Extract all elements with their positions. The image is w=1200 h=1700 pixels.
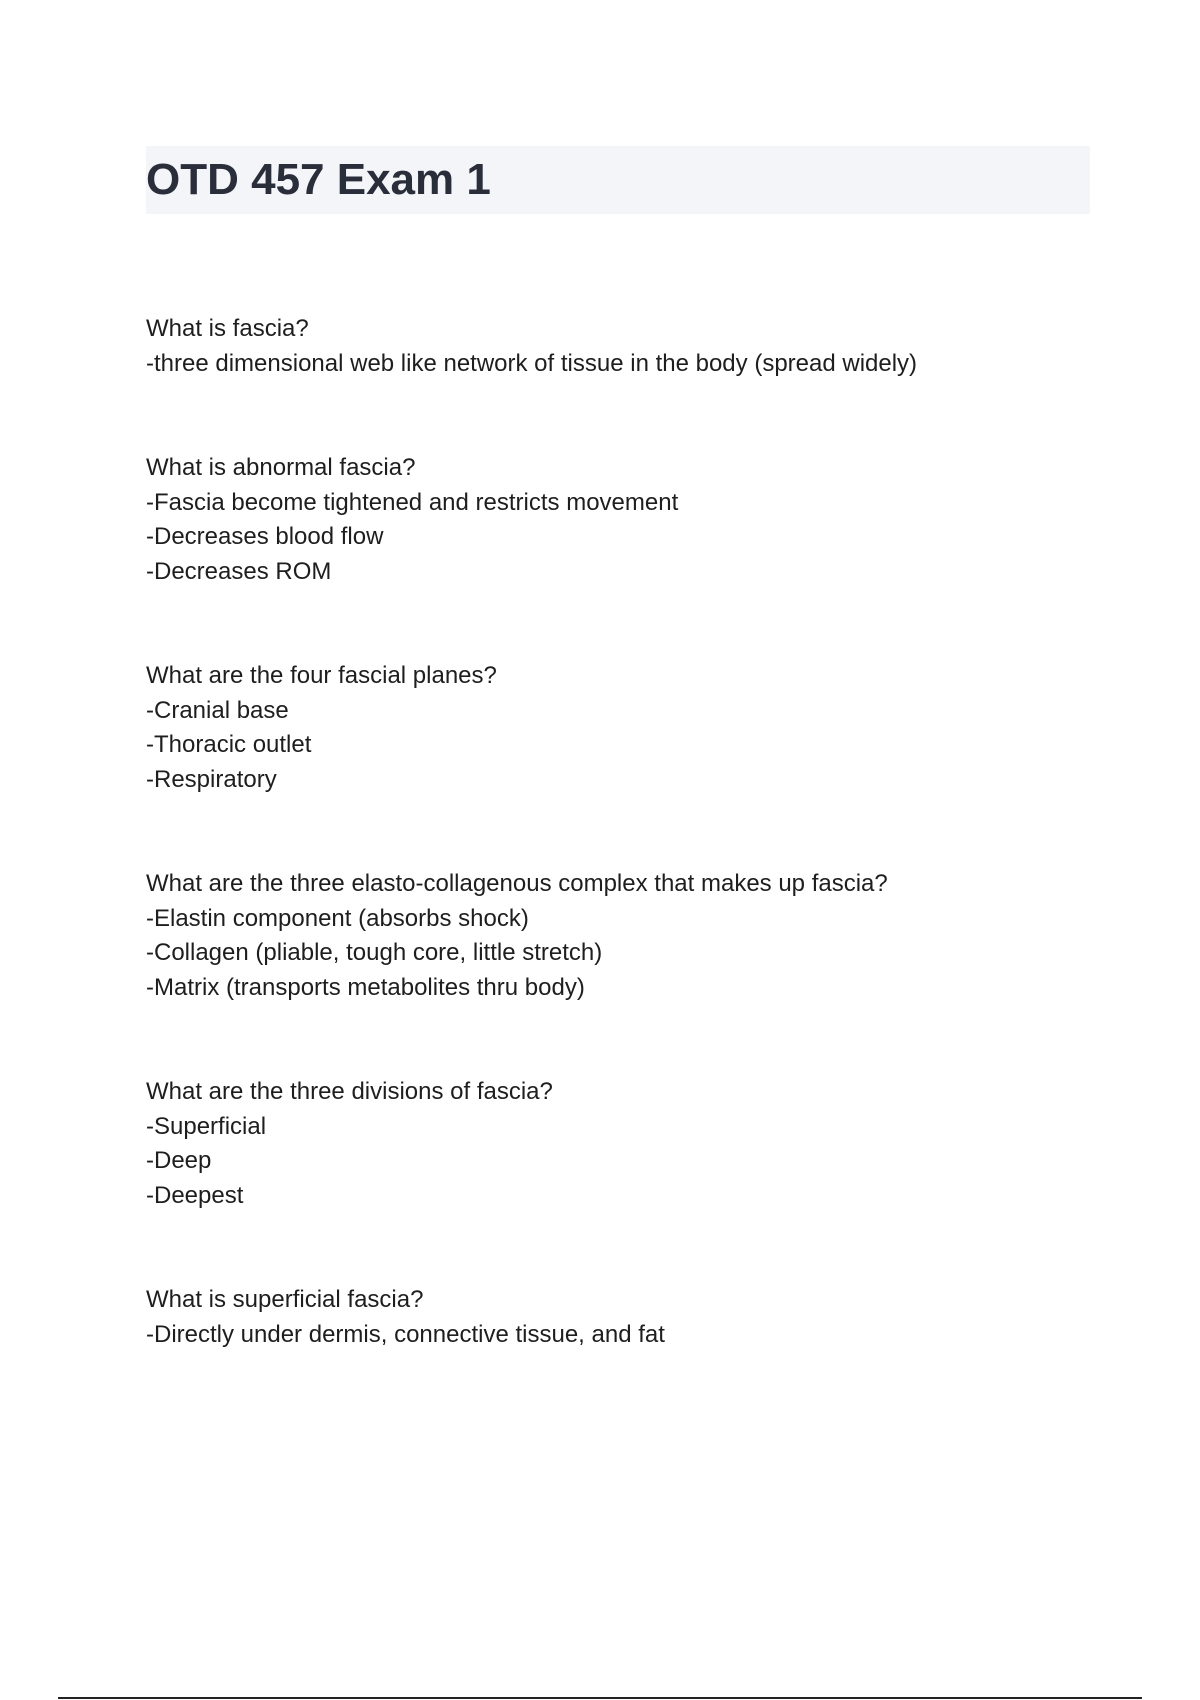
answer-line: -Collagen (pliable, tough core, little stretch) (146, 939, 603, 966)
question-text: What is superficial fascia? (146, 1286, 424, 1313)
footer-divider (58, 1697, 1142, 1699)
qa-block-abnormal-fascia (146, 451, 1106, 589)
question-text: What is fascia? (146, 315, 309, 342)
answer-line: -Deep (146, 1147, 212, 1174)
qa-block-fascial-planes (146, 659, 1106, 797)
answer-line: -Matrix (transports metabolites thru body) (146, 973, 585, 1001)
qa-block-fascia (146, 312, 1106, 381)
answer-line: -Respiratory (146, 765, 277, 793)
page-title: OTD 457 Exam 1 (146, 155, 491, 204)
qa-block-elasto-collagenous (146, 867, 1106, 1005)
answer-line: -three dimensional web like network of tissue in the body (spread widely) (146, 349, 918, 377)
question-text: What is abnormal fascia? (146, 454, 416, 481)
qa-block-divisions (146, 1075, 1106, 1213)
answer-line: -Cranial base (146, 696, 289, 724)
answer-line: -Superficial (146, 1112, 267, 1140)
qa-block-superficial-fascia (146, 1283, 1106, 1352)
title-bar (146, 146, 1090, 214)
question-text: What are the three divisions of fascia? (146, 1078, 553, 1105)
answer-line: -Fascia become tightened and restricts movement (146, 488, 679, 516)
document-content (146, 312, 1106, 1422)
answer-line: -Elastin component (absorbs shock) (146, 904, 529, 932)
answer-line: -Directly under dermis, connective tissue, and fat (146, 1320, 665, 1348)
answer-line: -Deepest (146, 1181, 244, 1209)
answer-line: -Decreases blood flow (146, 523, 384, 550)
question-text: What are the three elasto-collagenous complex that makes up fascia? (146, 870, 888, 897)
answer-line: -Thoracic outlet (146, 731, 312, 758)
question-text: What are the four fascial planes? (146, 662, 497, 689)
answer-line: -Decreases ROM (146, 557, 332, 585)
